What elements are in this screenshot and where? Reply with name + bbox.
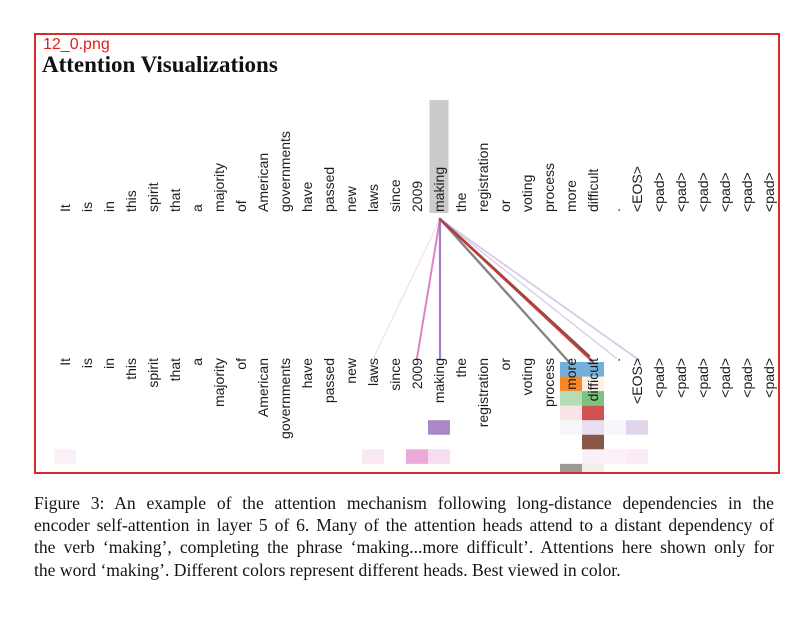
token-label-top: <EOS> — [629, 166, 645, 212]
token-label-bottom: <pad> — [717, 358, 733, 398]
attention-cell — [560, 420, 582, 435]
token-label-bottom: American — [255, 358, 271, 418]
token-label-bottom: that — [167, 358, 183, 382]
attention-line — [374, 219, 440, 357]
token-label-top: . — [607, 208, 623, 212]
token-label-bottom: more — [563, 358, 579, 390]
token-label-top: <pad> — [739, 172, 755, 212]
image-filename: 12_0.png — [43, 36, 110, 53]
token-label-bottom: It — [57, 358, 73, 366]
token-label-bottom: <pad> — [739, 358, 755, 398]
attention-cell — [54, 449, 76, 464]
token-label-bottom: since — [387, 358, 403, 391]
attention-cell — [406, 449, 428, 464]
token-label-top: governments — [277, 131, 293, 212]
token-label-bottom: a — [189, 358, 205, 366]
attention-cell — [362, 449, 384, 464]
token-label-top: making — [431, 166, 447, 212]
token-label-top: have — [299, 181, 315, 212]
attention-line — [417, 219, 440, 358]
attention-cell — [626, 420, 648, 435]
token-label-top: new — [343, 186, 359, 212]
token-label-bottom: laws — [365, 358, 381, 387]
attention-cell — [604, 449, 626, 464]
token-label-bottom: is — [79, 358, 95, 369]
token-label-bottom: governments — [277, 358, 293, 439]
token-label-top: majority — [211, 162, 227, 212]
attention-cell — [604, 420, 626, 435]
attention-line — [440, 219, 616, 358]
token-label-bottom: voting — [519, 358, 535, 396]
caption-line: the word ‘making’. Different colors represent different heads. Best viewed in color. — [34, 559, 621, 580]
token-label-top: spirit — [145, 182, 161, 212]
token-label-bottom: <pad> — [673, 358, 689, 398]
caption-line: Figure 3: An example of the attention mechanism following long-distance dependencies in the — [34, 493, 774, 513]
token-label-top: registration — [475, 142, 491, 212]
token-label-bottom: making — [431, 358, 447, 404]
attention-visualization — [36, 35, 778, 472]
token-label-top: 2009 — [409, 180, 425, 212]
token-label-bottom: passed — [321, 358, 337, 404]
token-label-bottom: <EOS> — [629, 358, 645, 404]
token-label-top: laws — [365, 183, 381, 212]
token-label-bottom: or — [497, 358, 513, 371]
token-label-top: since — [387, 179, 403, 212]
attention-line — [440, 219, 639, 360]
figure-title: Attention Visualizations — [42, 52, 278, 77]
attention-cell — [428, 449, 450, 464]
token-label-top: difficult — [585, 168, 601, 212]
attention-line — [440, 219, 593, 362]
token-label-top: <pad> — [695, 172, 711, 212]
attention-cell — [428, 420, 450, 435]
token-label-bottom: <pad> — [761, 358, 777, 398]
token-label-bottom: of — [233, 358, 249, 370]
attention-cell — [560, 464, 582, 472]
token-label-bottom: majority — [211, 358, 227, 408]
attention-cell — [626, 449, 648, 464]
figure-image-frame — [34, 33, 780, 474]
token-label-top: <pad> — [717, 172, 733, 212]
token-label-bottom: <pad> — [695, 358, 711, 398]
token-label-top: process — [541, 162, 557, 212]
token-label-bottom: 2009 — [409, 358, 425, 390]
token-label-bottom: this — [123, 358, 139, 380]
token-label-top: the — [453, 192, 469, 212]
token-label-top: a — [189, 204, 205, 212]
token-label-top: It — [57, 204, 73, 212]
attention-cell — [582, 420, 604, 435]
token-label-top: of — [233, 200, 249, 212]
token-label-top: that — [167, 188, 183, 212]
token-label-bottom: the — [453, 358, 469, 378]
attention-line — [440, 219, 569, 362]
token-label-bottom: in — [101, 358, 117, 369]
caption-line: the verb ‘making’, completing the phrase ‘making...more difficult’. Attentions here shown only for — [34, 537, 774, 558]
token-label-bottom: <pad> — [651, 358, 667, 398]
token-label-top: <pad> — [651, 172, 667, 212]
token-label-top: <pad> — [673, 172, 689, 212]
token-label-top: this — [123, 190, 139, 212]
attention-cell — [582, 406, 604, 421]
caption-line: encoder self-attention in layer 5 of 6. Many of the attention heads attend to a distant dependency of — [34, 515, 774, 536]
attention-cell — [582, 435, 604, 450]
attention-cell — [560, 391, 582, 406]
token-label-bottom: . — [607, 358, 623, 362]
token-label-bottom: difficult — [585, 358, 601, 402]
token-label-bottom: registration — [475, 358, 491, 428]
token-label-top: American — [255, 152, 271, 212]
token-label-top: <pad> — [761, 172, 777, 212]
token-label-bottom: have — [299, 358, 315, 389]
token-label-top: more — [563, 180, 579, 212]
figure-caption — [34, 492, 774, 581]
token-label-top: is — [79, 201, 95, 212]
token-label-bottom: spirit — [145, 358, 161, 388]
token-label-bottom: process — [541, 358, 557, 408]
attention-cell — [582, 449, 604, 464]
token-label-top: or — [497, 199, 513, 212]
token-label-bottom: new — [343, 358, 359, 384]
token-label-top: in — [101, 201, 117, 212]
token-label-top: voting — [519, 174, 535, 212]
attention-cell — [560, 406, 582, 421]
token-label-top: passed — [321, 166, 337, 212]
attention-cell — [582, 464, 604, 472]
